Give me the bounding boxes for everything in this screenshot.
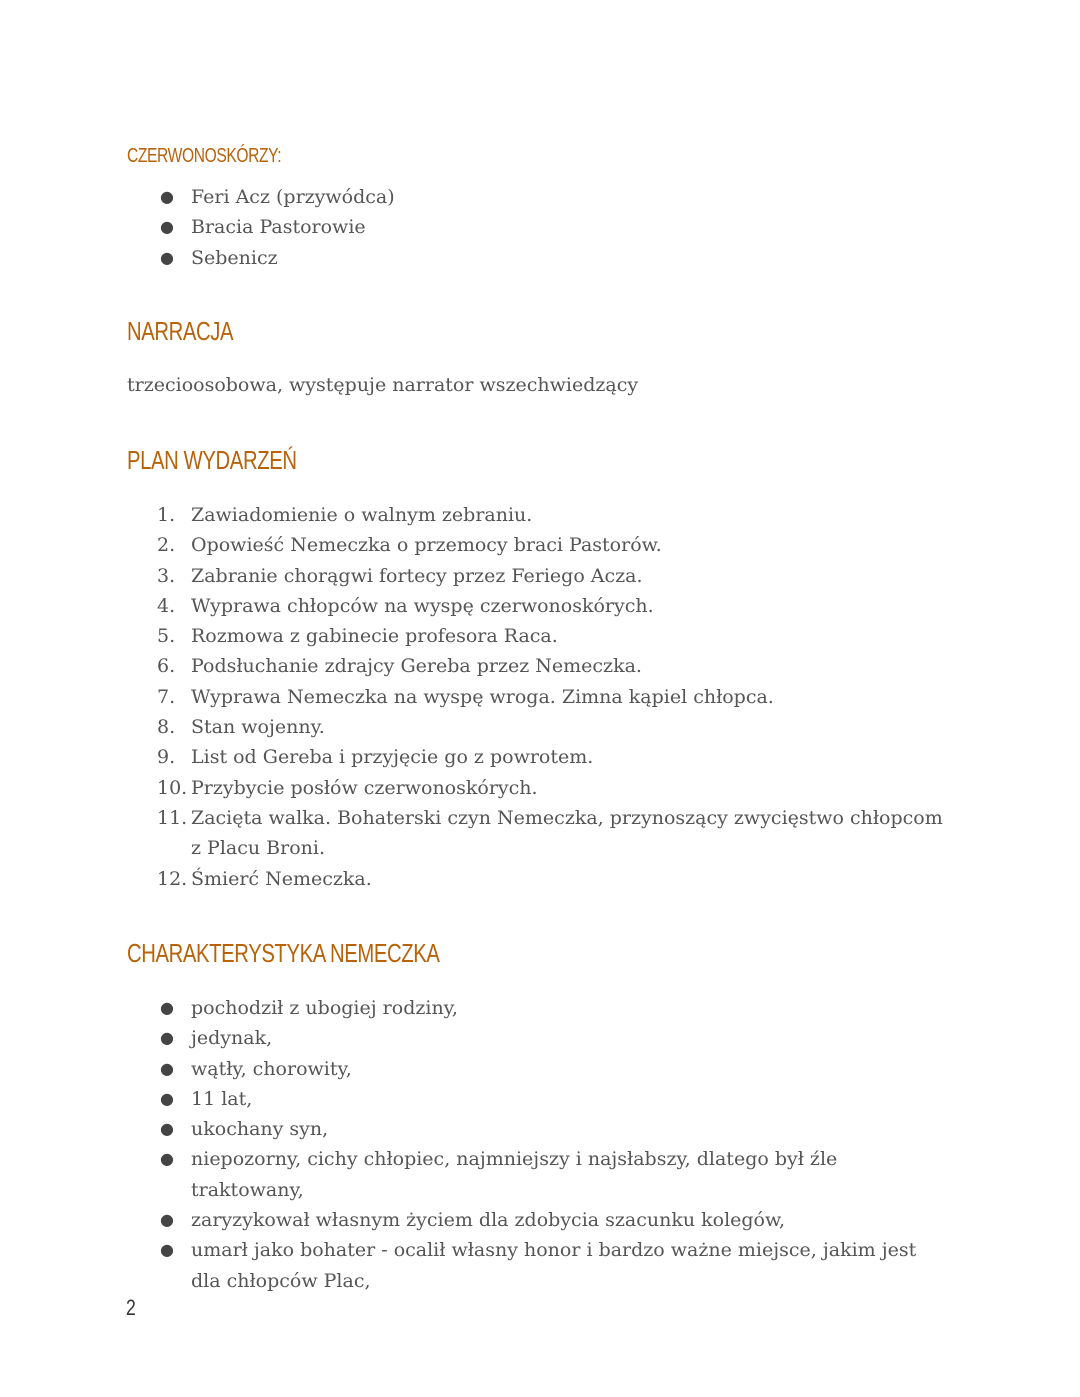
list-item-number: 9. [157,746,176,769]
list-item [157,651,947,681]
list-item-text: ukochany syn, [191,1118,329,1141]
list-item [157,803,947,864]
list-item-text: Wyprawa Nemeczka na wyspę wroga. Zimna kąpiel chłopca. [191,685,774,708]
bullet-icon: ● [160,1210,174,1230]
list-item-number: 7. [157,685,176,708]
list-item-text: Przybycie posłów czerwonoskórych. [191,776,538,799]
list-item-text: umarł jako bohater - ocalił własny honor i bardzo ważne miejsce, jakim jest dla chłopców Plac, [191,1239,917,1292]
list-item [157,621,947,651]
list-item-text: Zabranie chorągwi fortecy przez Feriego Acza. [191,564,643,587]
list-item-text: Sebenicz [191,246,278,269]
list-item-text: Stan wojenny. [191,716,325,739]
list-item-text: Bracia Pastorowie [191,216,366,239]
list-item [157,182,947,212]
list-item [157,212,947,242]
list-item-number: 2. [157,534,176,557]
bullet-icon: ● [160,1119,174,1139]
list-item [157,561,947,591]
list-item-text: Feri Acz (przywódca) [191,186,395,208]
list-item [157,500,947,530]
list-item-number: 11. [157,806,188,829]
list-item-text: pochodził z ubogiej rodziny, [191,997,458,1019]
page-number: 2 [126,1295,136,1320]
list-item [157,1054,947,1084]
list-item [157,591,947,621]
bullet-icon: ● [160,1028,174,1048]
list-item-text: niepozorny, cichy chłopiec, najmniejszy i najsłabszy, dlatego był źle traktowany, [191,1148,838,1201]
list-item-text: zaryzykował własnym życiem dla zdobycia szacunku kolegów, [191,1209,786,1232]
list-item [157,993,947,1023]
list-item-text: Śmierć Nemeczka. [191,867,372,890]
charakterystyka-list [157,993,947,1296]
bullet-icon: ● [160,187,174,206]
heading-narracja: NARRACJA [127,316,234,346]
list-item-text: Opowieść Nemeczka o przemocy braci Pastorów. [191,534,662,557]
list-item [157,712,947,742]
list-item-text: Rozmowa z gabinecie profesora Raca. [191,625,558,648]
list-item [157,742,947,772]
list-item [157,682,947,712]
list-item-text: Wyprawa chłopców na wyspę czerwonoskórych. [191,594,654,617]
list-item-number: 5. [157,625,176,648]
list-item [157,773,947,803]
list-item-number: 1. [157,504,176,526]
list-item-number: 12. [157,867,188,890]
list-item [157,1084,947,1114]
list-item-text: Zacięta walka. Bohaterski czyn Nemeczka, przynoszący zwycięstwo chłopcom z Placu Broni. [191,806,943,860]
list-item [157,1235,947,1296]
narracja-text: trzecioosobowa, występuje narrator wszechwiedzący [127,374,639,396]
list-item-number: 3. [157,564,176,587]
bullet-icon: ● [160,1149,174,1169]
bullet-icon: ● [160,1088,174,1108]
list-item-number: 8. [157,716,176,739]
heading-czerwonoskorzy: CZERWONOSKÓRZY: [127,145,282,167]
bullet-icon: ● [160,1058,174,1078]
bullet-icon: ● [160,1240,174,1260]
heading-charakterystyka: CHARAKTERYSTYKA NEMECZKA [127,938,440,968]
list-item-number: 4. [157,594,176,617]
list-item-number: 6. [157,655,176,678]
list-item [157,864,947,894]
bullet-icon: ● [160,217,174,237]
list-item [157,1205,947,1235]
list-item-text: wątły, chorowity, [191,1057,352,1080]
list-item-text: jedynak, [191,1027,273,1050]
list-item [157,1023,947,1053]
plan-wydarzen-list [157,500,947,894]
list-item [157,243,947,273]
list-item-text: 11 lat, [191,1087,253,1110]
list-item [157,1144,947,1205]
bullet-icon: ● [160,998,174,1017]
list-item-text: Zawiadomienie o walnym zebraniu. [191,504,533,526]
list-item-number: 10. [157,776,188,799]
czerwonoskorzy-list [157,182,947,273]
bullet-icon: ● [160,247,174,267]
list-item-text: List od Gereba i przyjęcie go z powrotem. [191,746,594,769]
list-item [157,1114,947,1144]
heading-plan-wydarzen: PLAN WYDARZEŃ [127,445,297,475]
list-item-text: Podsłuchanie zdrajcy Gereba przez Nemeczka. [191,655,642,678]
list-item [157,530,947,560]
